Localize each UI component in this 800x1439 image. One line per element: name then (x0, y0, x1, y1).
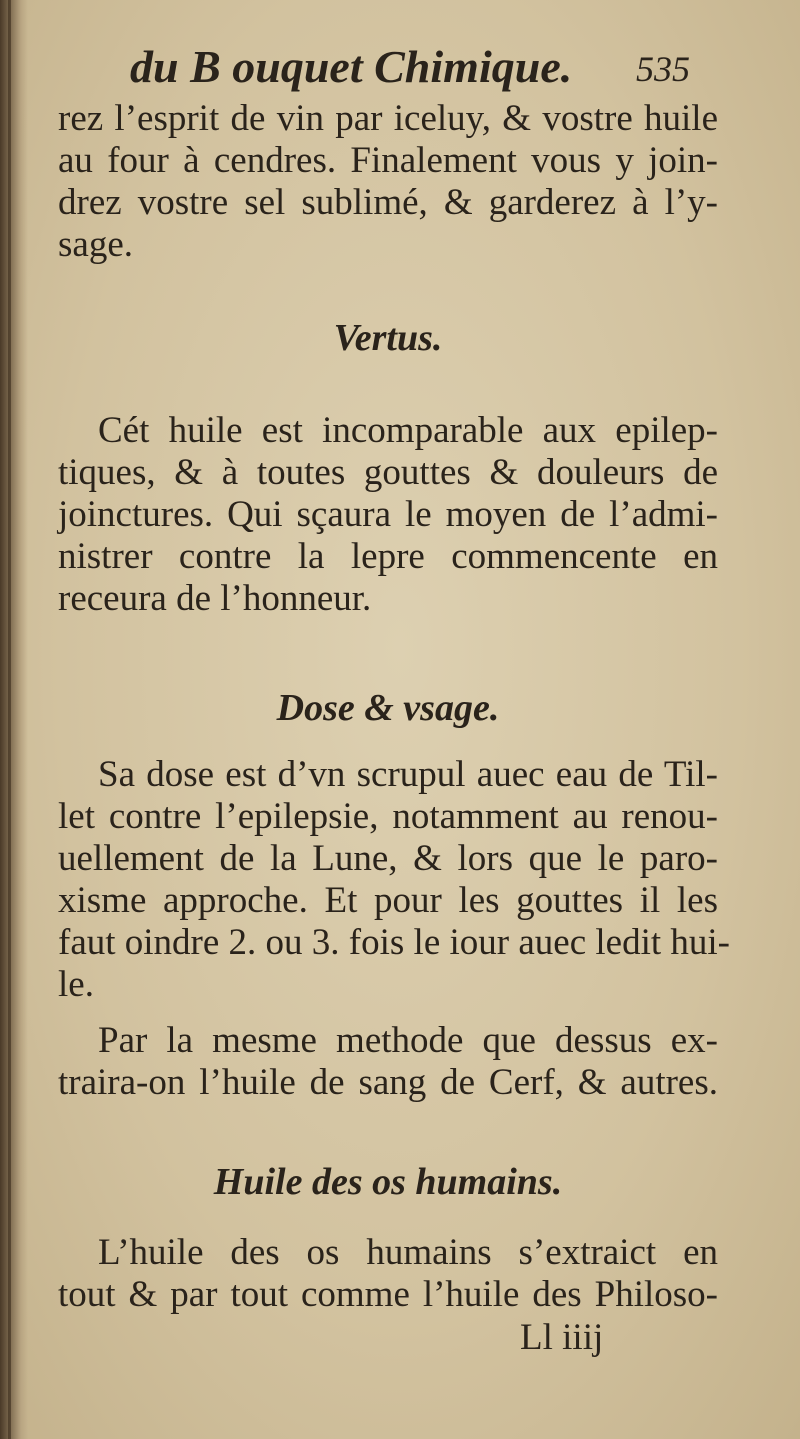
text-line: let contre l’epilepsie, notamment au renou- (58, 796, 718, 837)
gutter-shadow-line (8, 0, 11, 1439)
text-line: Par la mesme methode que dessus ex- (98, 1020, 718, 1061)
text-line: rez l’esprit de vin par iceluy, & vostre huile (58, 98, 718, 139)
text-line: tiques, & à toutes gouttes & douleurs de (58, 452, 718, 493)
text-line: au four à cendres. Finalement vous y join- (58, 140, 718, 181)
text-line: traira-on l’huile de sang de Cerf, & autres. (58, 1062, 718, 1103)
text-line: joinctures. Qui sçaura le moyen de l’admi- (58, 494, 718, 535)
text-line: tout & par tout comme l’huile des Philoso- (58, 1274, 718, 1315)
signature-mark: Ll iiij (520, 1317, 604, 1358)
paragraph-dose (58, 754, 730, 1006)
text-line: Sa dose est d’vn scrupul auec eau de Til- (98, 754, 718, 795)
text-line: le. (58, 964, 94, 1005)
text-line: L’huile des os humains s’extraict en (98, 1232, 718, 1273)
paragraph-methode (58, 1020, 718, 1104)
paragraph-huile-os (58, 1232, 718, 1316)
text-line: nistrer contre la lepre commencente en (58, 536, 718, 577)
text-line: Cét huile est incomparable aux epilep- (98, 410, 718, 451)
text-line: xisme approche. Et pour les gouttes il les (58, 880, 718, 921)
text-line: drez vostre sel sublimé, & garderez à l’y- (58, 182, 718, 223)
page-number: 535 (636, 49, 690, 89)
page-header (130, 40, 690, 96)
text-line: sage. (58, 224, 133, 265)
section-heading-huile-os: Huile des os humains. (213, 1161, 563, 1203)
section-heading-vertus: Vertus. (333, 317, 443, 359)
paragraph-vertus (58, 410, 718, 620)
section-heading-dose: Dose & vsage. (276, 687, 500, 729)
text-line: uellement de la Lune, & lors que le paro- (58, 838, 718, 879)
binding-gutter (0, 0, 28, 1439)
text-line: faut oindre 2. ou 3. fois le iour auec ledit hui- (58, 922, 730, 963)
running-head: du B ouquet Chimique. (130, 41, 573, 92)
paragraph-continuation (58, 98, 718, 266)
text-line: receura de l’honneur. (58, 578, 372, 619)
